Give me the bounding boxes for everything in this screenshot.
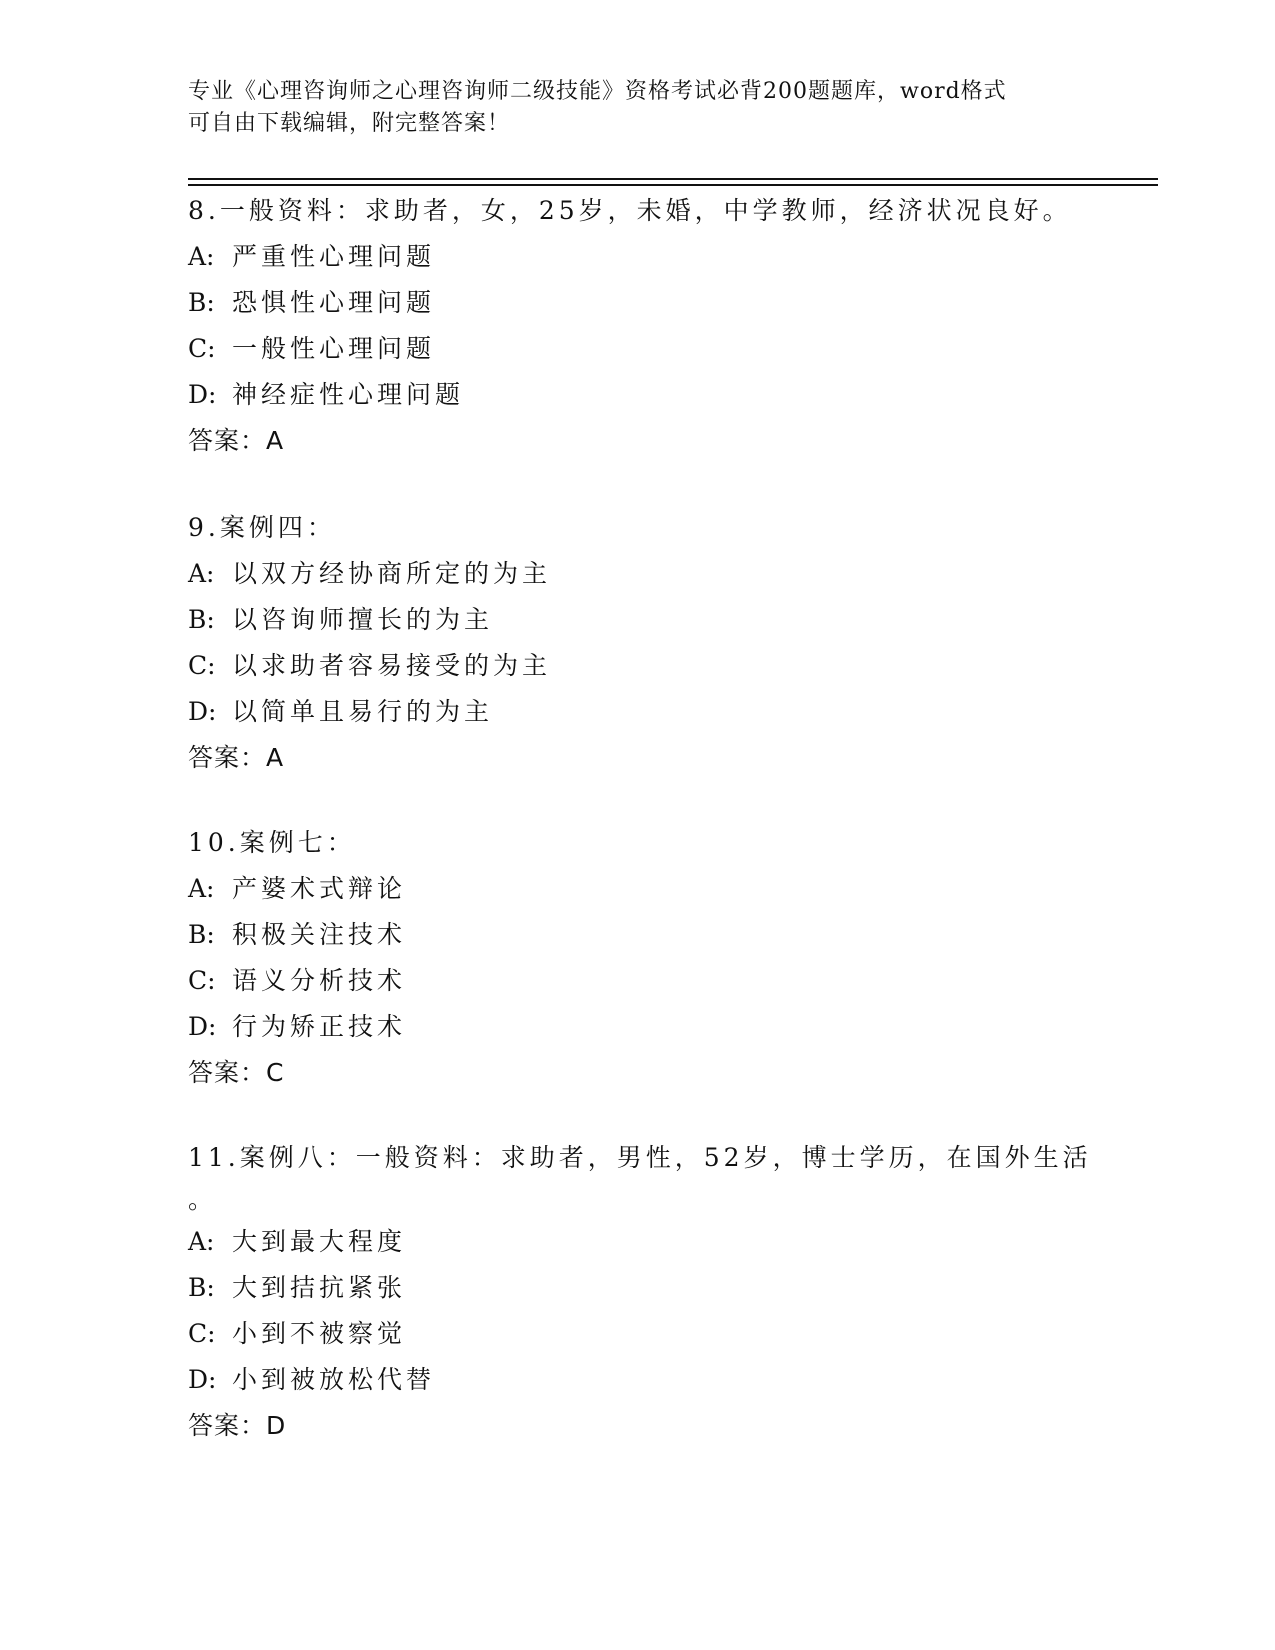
- option-letter: D:: [188, 1365, 217, 1394]
- option-text: 以咨询师擅长的为主: [232, 605, 494, 634]
- option-text: 以双方经协商所定的为主: [232, 559, 552, 588]
- option-letter: B:: [188, 605, 215, 634]
- option-letter: A:: [188, 874, 215, 903]
- option-letter: D:: [188, 1012, 217, 1041]
- header-line-1: 专业《心理咨询师之心理咨询师二级技能》资格考试必背200题题库，word格式: [188, 79, 1007, 104]
- option-c: [188, 643, 1138, 689]
- option-c: [188, 326, 1138, 372]
- option-text: 小到被放松代替: [232, 1365, 436, 1394]
- header-line-2: 可自由下载编辑，附完整答案！: [188, 111, 511, 136]
- question-11: [188, 1135, 1138, 1449]
- option-text: 严重性心理问题: [232, 242, 436, 271]
- option-text: 大到最大程度: [232, 1227, 407, 1256]
- question-stem: 11.案例八：一般资料：求助者，男性，52岁，博士学历，在国外生活: [188, 1143, 1092, 1172]
- option-letter: C:: [188, 334, 216, 363]
- option-text: 产婆术式辩论: [232, 874, 407, 903]
- option-c: [188, 958, 1138, 1004]
- option-b: [188, 280, 1138, 326]
- option-text: 大到拮抗紧张: [232, 1273, 407, 1302]
- option-letter: D:: [188, 697, 217, 726]
- option-text: 行为矫正技术: [232, 1012, 407, 1041]
- question-stem: 8.一般资料：求助者，女，25岁，未婚，中学教师，经济状况良好。: [188, 196, 1072, 225]
- option-text: 恐惧性心理问题: [232, 288, 436, 317]
- option-b: [188, 1265, 1138, 1311]
- option-letter: D:: [188, 380, 217, 409]
- question-stem: 9.案例四：: [188, 513, 336, 542]
- option-letter: C:: [188, 651, 216, 680]
- question-10: [188, 820, 1138, 1096]
- option-letter: A:: [188, 1227, 215, 1256]
- option-a: [188, 234, 1138, 280]
- option-a: [188, 551, 1138, 597]
- option-d: [188, 1004, 1138, 1050]
- answer-line: 答案：A: [188, 426, 285, 455]
- option-text: 小到不被察觉: [232, 1319, 407, 1348]
- option-letter: A:: [188, 242, 215, 271]
- question-9: [188, 505, 1138, 781]
- option-letter: C:: [188, 966, 216, 995]
- option-text: 以求助者容易接受的为主: [232, 651, 552, 680]
- option-letter: B:: [188, 920, 215, 949]
- option-d: [188, 689, 1138, 735]
- header-rule-top: [188, 178, 1158, 180]
- question-8: [188, 188, 1138, 464]
- option-text: 积极关注技术: [232, 920, 407, 949]
- option-text: 一般性心理问题: [232, 334, 436, 363]
- option-d: [188, 1357, 1138, 1403]
- question-stem: 10.案例七：: [188, 828, 356, 857]
- question-stem-continuation: 。: [188, 1185, 214, 1214]
- answer-line: 答案：D: [188, 1411, 287, 1440]
- option-b: [188, 597, 1138, 643]
- option-a: [188, 1219, 1138, 1265]
- option-text: 神经症性心理问题: [232, 380, 465, 409]
- option-text: 以简单且易行的为主: [232, 697, 494, 726]
- answer-line: 答案：A: [188, 743, 285, 772]
- option-c: [188, 1311, 1138, 1357]
- option-letter: B:: [188, 1273, 215, 1302]
- header-rule-bottom: [188, 184, 1158, 186]
- option-letter: B:: [188, 288, 215, 317]
- answer-line: 答案：C: [188, 1058, 285, 1087]
- option-text: 语义分析技术: [232, 966, 407, 995]
- document-header: [188, 76, 1068, 140]
- option-a: [188, 866, 1138, 912]
- option-d: [188, 372, 1138, 418]
- option-b: [188, 912, 1138, 958]
- option-letter: A:: [188, 559, 215, 588]
- option-letter: C:: [188, 1319, 216, 1348]
